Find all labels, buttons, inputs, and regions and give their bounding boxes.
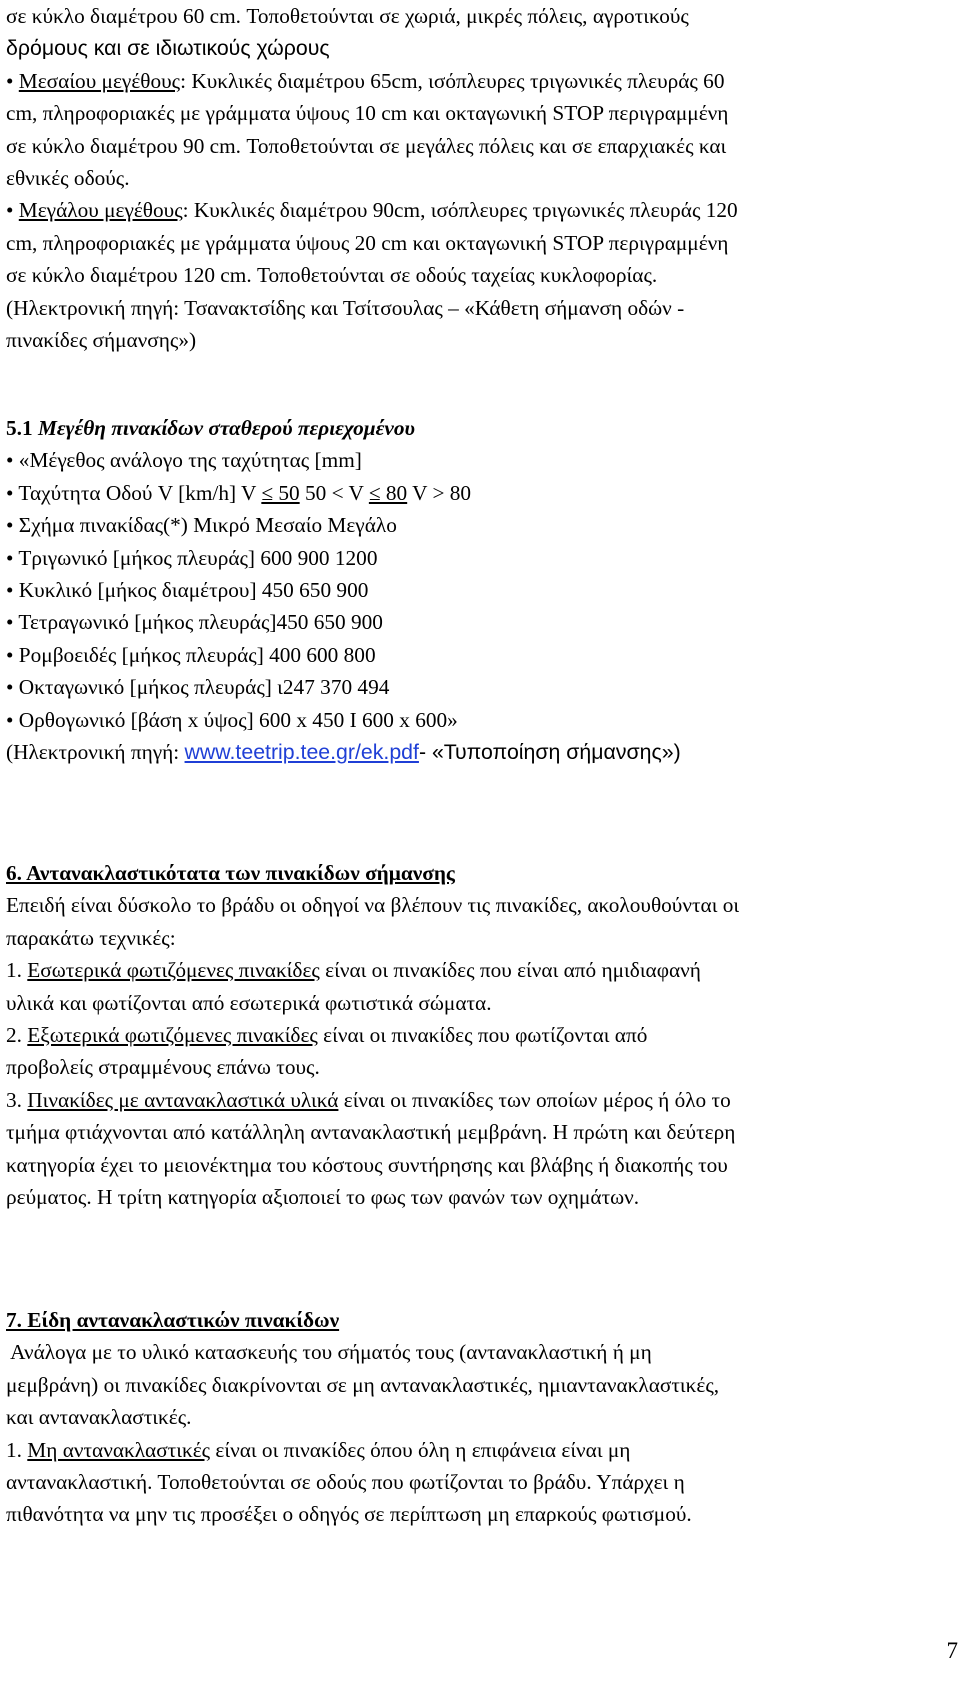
bullet-item-large <box>6 194 954 226</box>
intro-line: δρόμους και σε ιδιωτικούς χώρους <box>6 36 330 61</box>
numbered-item: 1. Εσωτερικά φωτιζόμενες πινακίδες είναι οι πινακίδες που είναι από ημιδιαφανή <box>6 958 701 983</box>
paragraph-line: προβολείς στραμμένους επάνω τους. <box>6 1055 320 1080</box>
numbered-item: 2. Εξωτερικά φωτιζόμενες πινακίδες είναι οι πινακίδες που φωτίζονται από <box>6 1023 648 1048</box>
bullet: • <box>6 480 14 505</box>
term: Εξωτερικά φωτιζόμενες πινακίδες <box>27 1023 318 1048</box>
section-title: Μεγέθη πινακίδων σταθερού περιεχομένου <box>37 416 415 440</box>
paragraph-line: πιθανότητα να μην τις προσέξει ο οδηγός σε περίπτωση μη επαρκούς φωτισμού. <box>6 1502 692 1527</box>
bullet: • <box>6 513 14 538</box>
intro-line: : Κυκλικές διαμέτρου 65cm, ισόπλευρες τριγωνικές πλευράς 60 <box>180 68 725 93</box>
paragraph-line: και αντανακλαστικές. <box>6 1405 192 1430</box>
bullet: • <box>6 68 14 93</box>
intro-line: σε κύκλο διαμέτρου 120 cm. Τοποθετούνται σε οδούς ταχείας κυκλοφορίας. <box>6 263 658 288</box>
list-item: • Κυκλικό [μήκος διαμέτρου] 450 650 900 <box>6 578 369 603</box>
paragraph-line: Επειδή είναι δύσκολο το βράδυ οι οδηγοί να βλέπουν τις πινακίδες, ακολουθούνται οι <box>6 893 740 918</box>
section-title: 6. Αντανακλαστικότατα των πινακίδων σήμανσης <box>6 861 455 885</box>
bullet: • <box>6 578 14 603</box>
intro-line: cm, πληροφοριακές με γράμματα ύψους 10 cm και οκταγωνική STOP περιγραμμένη <box>6 101 729 126</box>
intro-line: εθνικές οδούς. <box>6 166 130 191</box>
intro-line: : Κυκλικές διαμέτρου 90cm, ισόπλευρες τριγωνικές πλευράς 120 <box>182 198 738 223</box>
source-link[interactable]: www.teetrip.tee.gr/ek.pdf <box>184 740 419 765</box>
paragraph-line: υλικά και φωτίζονται από εσωτερικά φωτιστικά σώματα. <box>6 990 492 1015</box>
source-line: (Ηλεκτρονική πηγή: www.teetrip.tee.gr/ek.pdf- «Τυποποίηση σήμανσης») <box>6 740 681 765</box>
term: Εσωτερικά φωτιζόμενες πινακίδες <box>27 958 320 983</box>
intro-source: πινακίδες σήμανσης») <box>6 328 197 353</box>
term-medium-size: Μεσαίου μεγέθους <box>18 68 181 93</box>
section-5-1 <box>6 412 954 768</box>
list-item: • Τριγωνικό [μήκος πλευράς] 600 900 1200 <box>6 545 378 570</box>
term: Μη αντανακλαστικές <box>27 1437 211 1462</box>
numbered-item: 3. Πινακίδες με αντανακλαστικά υλικά είναι οι πινακίδες των οποίων μέρος ή όλο το <box>6 1087 731 1112</box>
bullet-item-medium <box>6 65 954 97</box>
term: Πινακίδες με αντανακλαστικά υλικά <box>27 1087 339 1112</box>
numbered-item: 1. Μη αντανακλαστικές είναι οι πινακίδες όπου όλη η επιφάνεια είναι μη <box>6 1437 631 1462</box>
page-number: 7 <box>946 1638 958 1663</box>
paragraph-line: κατηγορία έχει το μειονέκτημα του κόστους συντήρησης και βλάβης ή διακοπής του <box>6 1152 728 1177</box>
list-item: • Οκταγωνικό [μήκος πλευράς] ι247 370 494 <box>6 675 390 700</box>
bullet: • <box>6 545 14 570</box>
list-item: • «Μέγεθος ανάλογο της ταχύτητας [mm] <box>6 448 362 473</box>
bullet: • <box>6 642 14 667</box>
bullet: • <box>6 198 14 223</box>
list-item: • Ταχύτητα Οδού V [km/h] V ≤ 50 50 < V ≤ 80 V > 80 <box>6 480 472 505</box>
paragraph-line: Ανάλογα με το υλικό κατασκευής του σήματός τους (αντανακλαστική ή μη <box>6 1340 652 1365</box>
section-number: 5.1 <box>6 416 33 440</box>
paragraph-line: ρεύματος. Η τρίτη κατηγορία αξιοποιεί το φως των φανών των οχημάτων. <box>6 1185 640 1210</box>
intro-line: σε κύκλο διαμέτρου 90 cm. Τοποθετούνται σε μεγάλες πόλεις και σε επαρχιακές και <box>6 133 727 158</box>
section-title: 7. Είδη αντανακλαστικών πινακίδων <box>6 1308 340 1332</box>
list-item: • Ορθογωνικό [βάση x ύψος] 600 x 450 I 600 x 600» <box>6 707 458 732</box>
intro-source: (Ηλεκτρονική πηγή: Τσανακτσίδης και Τσίτσουλας – «Κάθετη σήμανση οδών - <box>6 295 685 320</box>
list-item: • Τετραγωνικό [μήκος πλευράς]450 650 900 <box>6 610 383 635</box>
section-6 <box>6 857 954 1213</box>
paragraph-line: μεμβράνη) οι πινακίδες διακρίνονται σε μη αντανακλαστικές, ημιαντανακλαστικές, <box>6 1372 720 1397</box>
section-7 <box>6 1304 954 1531</box>
paragraph-line: αντανακλαστική. Τοποθετούνται σε οδούς που φωτίζονται το βράδυ. Υπάρχει η <box>6 1470 685 1495</box>
bullet: • <box>6 610 14 635</box>
list-item: • Σχήμα πινακίδας(*) Μικρό Μεσαίο Μεγάλο <box>6 513 397 538</box>
intro-paragraph <box>6 0 954 356</box>
paragraph-line: τμήμα φτιάχνονται από κατάλληλη αντανακλαστική μεμβράνη. Η πρώτη και δεύτερη <box>6 1120 736 1145</box>
intro-line: cm, πληροφοριακές με γράμματα ύψους 20 cm και οκταγωνική STOP περιγραμμένη <box>6 230 729 255</box>
list-item: • Ρομβοειδές [μήκος πλευράς] 400 600 800 <box>6 642 376 667</box>
intro-line: σε κύκλο διαμέτρου 60 cm. Τοποθετούνται σε χωριά, μικρές πόλεις, αγροτικούς <box>6 4 689 28</box>
bullet: • <box>6 707 14 732</box>
bullet: • <box>6 448 14 473</box>
section-heading <box>6 412 954 444</box>
term-large-size: Μεγάλου μεγέθους <box>18 198 183 223</box>
bullet: • <box>6 675 14 700</box>
paragraph-line: παρακάτω τεχνικές: <box>6 925 176 950</box>
